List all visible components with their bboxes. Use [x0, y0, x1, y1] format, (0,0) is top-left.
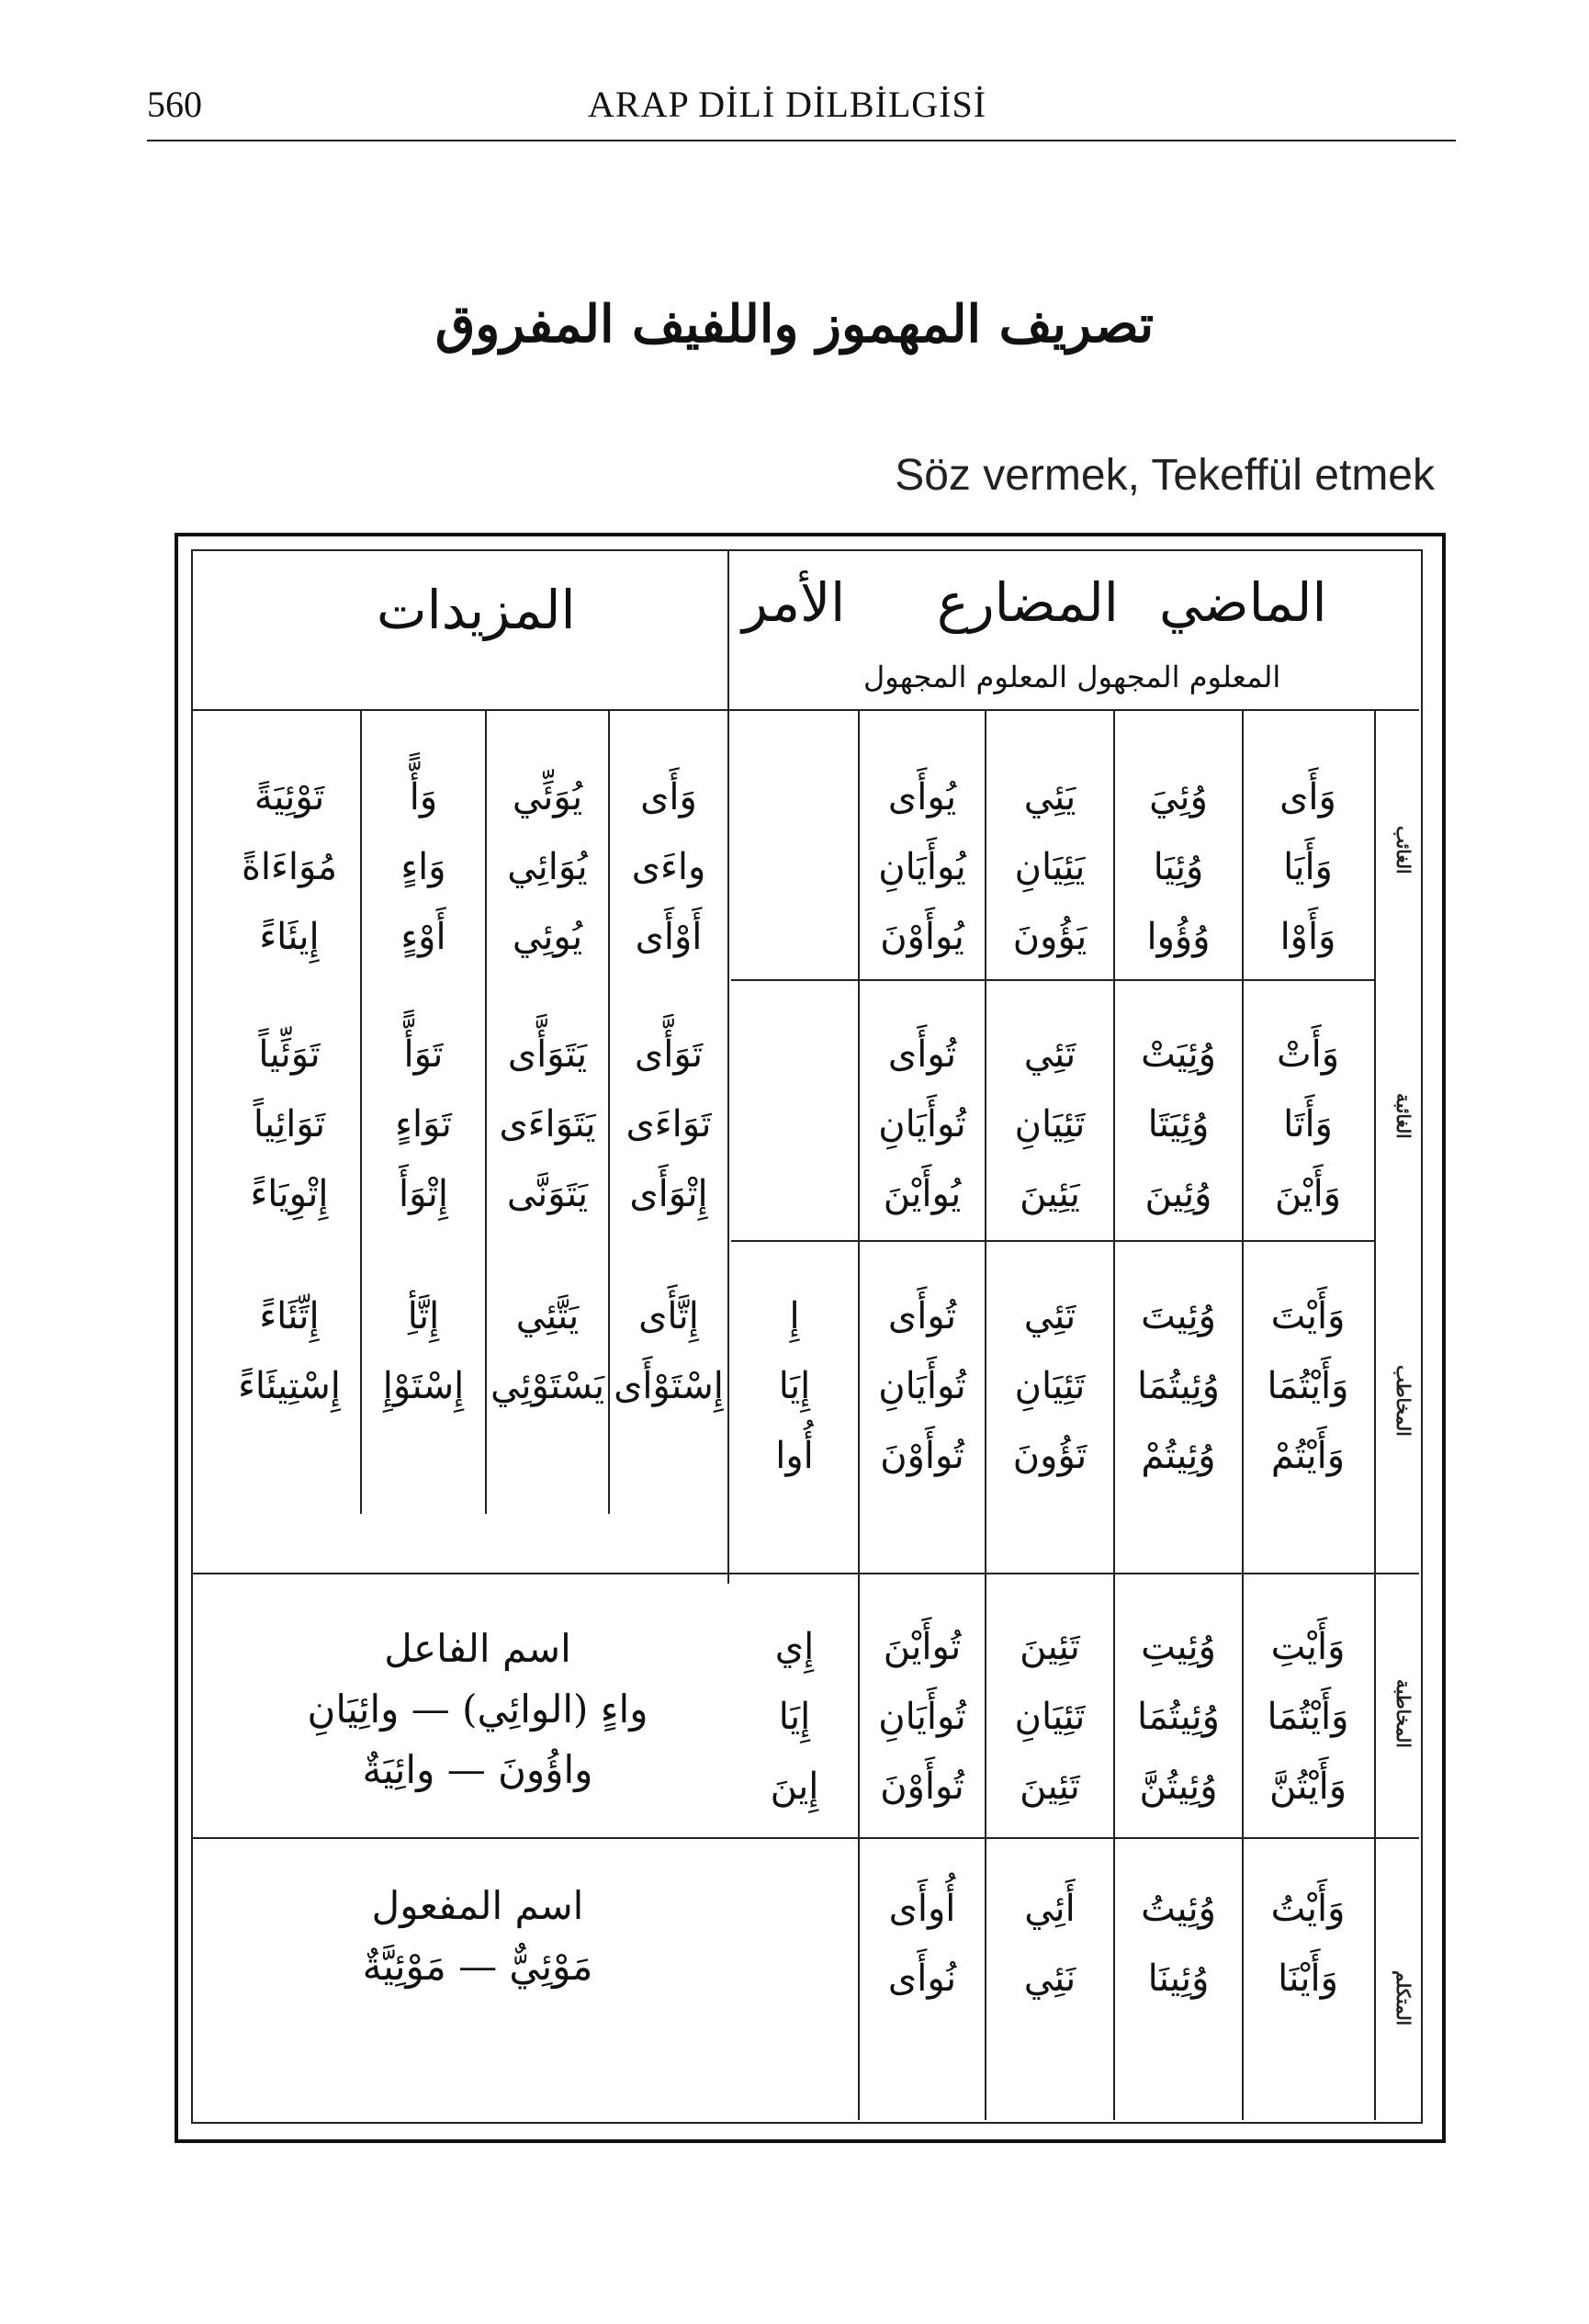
header-amr: الأمر — [742, 571, 846, 634]
ghaib-mazid-4: تَوْئِيَةً مُوَاءَاةً إِيئَاءً — [241, 776, 338, 958]
page-header — [147, 75, 1456, 141]
page-number: 560 — [147, 84, 202, 125]
mukhatab-mudari-majhul: تُوأَى تُوأَيَانِ تُوأَوْنَ — [878, 1295, 966, 1477]
row-divider-1 — [731, 979, 1374, 981]
mukhatab-mazid-3: إِتَّأِ إِسْتَوْإِ — [382, 1295, 465, 1407]
ghaib-madi-malum: وَأَى وَأَيَا وَأَوْا — [1279, 776, 1336, 958]
ghaiba-mazid-4: تَوَئِّياً تَوَائِياً إِتْوِيَاءً — [250, 1033, 329, 1215]
side-label-ghaiba: الغائبة — [1392, 1093, 1414, 1139]
ghaiba-mudari-majhul: تُوأَى تُوأَيَانِ يُوأَيْنَ — [878, 1033, 966, 1215]
side-label-mukhataba: المخاطبة — [1392, 1678, 1414, 1748]
header-mudari: المضارع — [937, 571, 1119, 634]
ghaiba-madi-malum: وَأَتْ وَأَتَا وَأَيْنَ — [1274, 1033, 1341, 1215]
running-title: ARAP DİLİ DİLBİLGİSİ — [588, 84, 987, 125]
subtitle: Söz vermek, Tekeffül etmek — [895, 451, 1435, 500]
side-label-mutakallim: المتكلم — [1392, 1969, 1414, 2026]
ghaiba-mazid-3: تَوَأًّ تَوَاءٍ إِتْوَأَ — [395, 1033, 452, 1215]
mukhatab-madi-majhul: وُئِيتَ وُئِيتُمَا وُئِيتُمْ — [1137, 1295, 1220, 1477]
row-divider-4 — [193, 1837, 1419, 1839]
ghaib-madi-majhul: وُئِيَ وُئِيَا وُؤُوا — [1146, 776, 1211, 958]
side-label-ghaib: الغائب — [1392, 825, 1414, 874]
ghaib-mudari-majhul: يُوأَى يُوأَيَانِ يُوأَوْنَ — [878, 776, 966, 958]
mukhatab-mazid-2: يَتَّئِي يَسْتَوْئِي — [490, 1295, 605, 1407]
ghaiba-mudari-malum: تَئِي تَئِيَانِ يَئِينَ — [1014, 1033, 1086, 1215]
ghaib-mazid-3: وَأًّ وَاءٍ أَوْءٍ — [400, 776, 446, 958]
col-sep-side — [1374, 711, 1376, 2120]
mukhatab-madi-malum: وَأَيْتَ وَأَيْتُمَا وَأَيْتُمْ — [1267, 1295, 1349, 1477]
header-madi: الماضي — [1159, 571, 1327, 634]
mutakallim-mudari-majhul: أُوأَى نُوأَى — [887, 1888, 957, 2000]
header-mazidat: المزيدات — [377, 579, 576, 641]
row-divider-2 — [731, 1240, 1374, 1242]
ghaib-mudari-malum: يَئِي يَئِيَانِ يَؤُونَ — [1012, 776, 1088, 958]
maful-participle: اسم المفعول مَوْئِيٌّ — مَوْئِيَّةٌ — [362, 1883, 593, 1989]
mukhataba-madi-malum: وَأَيْتِ وَأَيْتُمَا وَأَيْتُنَّ — [1267, 1626, 1349, 1808]
mukhataba-mudari-majhul: تُوأَيْنَ تُوأَيَانِ تُوأَوْنَ — [878, 1626, 966, 1808]
mutakallim-mudari-malum: أَئِي نَئِي — [1023, 1888, 1076, 2000]
header-divider — [193, 709, 1419, 711]
page-title: تصريف المهموز واللفيف المفروق — [434, 294, 1155, 355]
mutakallim-madi-malum: وَأَيْتُ وَأَيْنَا — [1270, 1888, 1346, 2000]
mazidat-divider — [727, 549, 729, 1584]
ghaiba-madi-majhul: وُئِيَتْ وُئِيَتَا وُئِينَ — [1141, 1033, 1216, 1215]
ghaib-mazid-1: وَأَى واءَى أَوْأَى — [631, 776, 706, 958]
mukhataba-mudari-malum: تَئِينَ تَئِيَانِ تَئِينَ — [1014, 1626, 1086, 1808]
mukhatab-mazid-4: إِتِّئَاءً إِسْتِيئَاءً — [238, 1295, 341, 1407]
header-sub-labels: المعلوم المجهول المعلوم المجهول — [863, 660, 1281, 694]
mukhatab-amr: إِ إِيَا أُوا — [775, 1295, 814, 1477]
mukhataba-amr: إِي إِيَا إِينَ — [770, 1626, 819, 1808]
side-label-mukhatab: المخاطب — [1392, 1365, 1414, 1437]
mukhatab-mazid-1: إِتَّأَى إِسْتَوْأَى — [614, 1295, 724, 1407]
fail-participle: اسم الفاعل واءٍ (الوائِي) — وائِيَانِ واؤُونَ — وائِيَةٌ — [307, 1626, 648, 1792]
mukhataba-madi-majhul: وُئِيتِ وُئِيتُمَا وُئِيتُنَّ — [1137, 1626, 1220, 1808]
mutakallim-madi-majhul: وُئِيتُ وُئِينَا — [1141, 1888, 1216, 2000]
ghaib-mazid-2: يُوَئِّي يُوَائِي يُوئِي — [507, 776, 588, 958]
ghaiba-mazid-1: تَوَأَّى تَوَاءَى إِتْوَأَى — [625, 1033, 712, 1215]
mukhatab-mudari-malum: تَئِي تَئِيَانِ تَؤُونَ — [1012, 1295, 1088, 1477]
section-divider — [193, 1573, 1419, 1574]
ghaiba-mazid-2: يَتَوَأَّى يَتَوَاءَى يَتَوَنَّى — [499, 1033, 596, 1215]
